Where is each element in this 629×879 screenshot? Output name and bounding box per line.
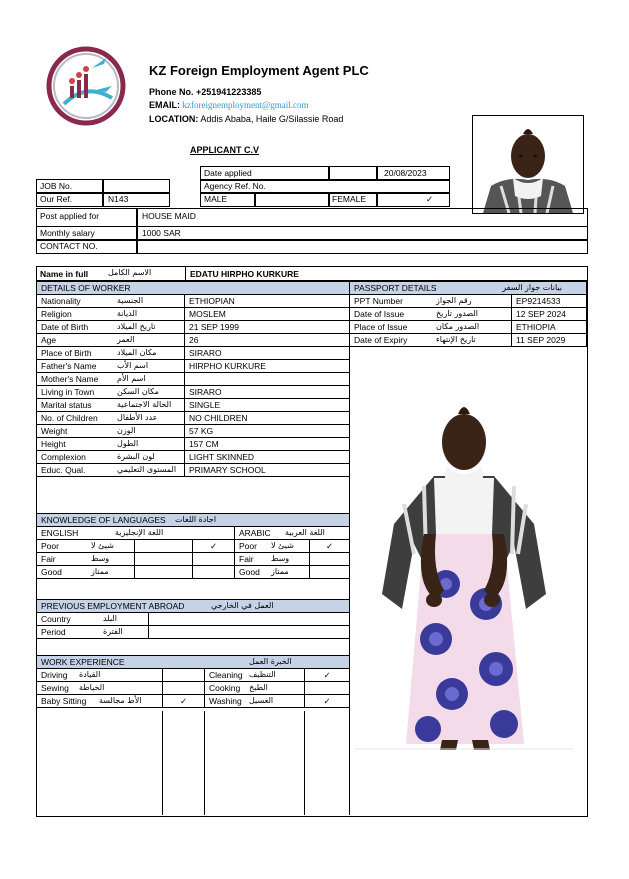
english-level-ar: ممتاز [91,567,109,576]
english-blank-cell [135,553,193,566]
passport-label: Date of Issue [354,309,405,319]
applicant-photo-small [472,115,584,214]
arabic-level-ar: ممتاز [271,567,289,576]
details-label: Age [41,335,57,345]
details-label-ar: اسم الأب [117,361,149,370]
experience-left-cell [37,682,163,695]
salary-label: Monthly salary [40,228,95,238]
phone-label: Phone No. [149,87,194,97]
details-label-cell [37,425,185,438]
english-level-ar: وسط [91,554,110,563]
arabic-level-ar: شيئ لا [271,541,294,550]
company-logo [46,46,128,126]
female-check-icon: ✓ [426,194,434,204]
passport-label-cell [350,295,512,308]
page-title: APPLICANT C.V [190,145,260,155]
details-value: NO CHILDREN [185,412,350,425]
details-label-ar: تاريخ الميلاد [117,322,156,331]
email-link[interactable]: kzforeignemployment@gmail.com [182,100,309,110]
details-label-ar: الحالة الاجتماعية [117,400,172,409]
agency-ref-label: Agency Ref. No. [204,181,266,191]
work-experience-table [36,655,350,708]
passport-header-ar: بيانات جواز السفر [502,283,563,292]
passport-label: Place of Issue [354,322,408,332]
passport-value: ETHIOPIA [512,321,587,334]
passport-label: PPT Number [354,296,403,306]
experience-right-check-icon: ✓ [305,695,350,708]
passport-label-cell [350,308,512,321]
email-line [149,101,309,110]
details-label: Living in Town [41,387,95,397]
experience-right-check-icon [305,682,350,695]
details-value: 157 CM [185,438,350,451]
male-label: MALE [204,194,228,204]
english-level-cell [37,540,135,553]
previous-header-ar: العمل في الخارجي [211,601,274,610]
post-value-cell [136,208,588,227]
experience-right-check-icon: ✓ [305,669,350,682]
details-value: SINGLE [185,399,350,412]
details-label-ar: مكان السكن [117,387,159,396]
details-label: Marital status [41,400,92,410]
experience-row [37,695,350,708]
english-level-label: Good [41,567,62,577]
details-label: No. of Children [41,413,98,423]
experience-row [37,669,350,682]
details-value: 21 SEP 1999 [185,321,350,334]
location-value: Addis Ababa, Haile G/Silassie Road [200,114,344,124]
experience-right-label: Cleaning [209,670,243,680]
details-value: HIRPHO KURKURE [185,360,350,373]
company-name: KZ Foreign Employment Agent PLC [149,63,369,78]
languages-table [36,513,350,579]
passport-label-ar: الصدور مكان [436,322,480,331]
name-value: EDATU HIRPHO KURKURE [190,269,299,279]
exp-col-line-1 [162,711,163,815]
passport-row [350,295,587,308]
female-label: FEMALE [332,194,367,204]
english-level-label: Poor [41,541,59,551]
details-value: SIRARO [185,347,350,360]
details-value: 57 KG [185,425,350,438]
experience-left-label: Driving [41,670,68,680]
passport-label: Date of Expiry [354,335,408,345]
details-label-cell [37,308,185,321]
arabic-level-cell [235,540,310,553]
previous-header-label: PREVIOUS EMPLOYMENT ABROAD [41,601,185,611]
details-label: Educ. Qual. [41,465,86,475]
details-row [37,308,350,321]
english-check-icon [193,566,235,579]
language-row [37,540,350,553]
experience-left-ar: الأط مجالسة [99,696,142,705]
details-label-cell [37,412,185,425]
details-label-cell [37,438,185,451]
experience-right-cell [205,695,305,708]
details-label-ar: اسم الأم [117,374,146,383]
details-label-ar: الديانة [117,309,138,318]
period-label: Period [41,627,66,637]
details-label-cell [37,373,185,386]
arabic-level-cell [235,566,310,579]
english-label: ENGLISH [41,528,79,538]
details-label-cell [37,334,185,347]
experience-right-ar: الغسيل [249,696,274,705]
passport-table [349,281,587,347]
date-applied-label: Date applied [204,168,252,178]
phone-value: +251941223385 [196,87,262,97]
details-value: LIGHT SKINNED [185,451,350,464]
experience-right-label: Cooking [209,683,241,693]
passport-value: 12 SEP 2024 [512,308,587,321]
experience-left-label: Baby Sitting [41,696,87,706]
details-row [37,412,350,425]
arabic-level-label: Poor [239,541,257,551]
english-blank-cell [135,540,193,553]
english-header [37,527,235,540]
details-header: DETAILS OF WORKER [37,282,350,295]
details-row [37,451,350,464]
our-ref-value: N143 [108,194,129,204]
details-table [36,281,350,477]
name-label-ar: الاسم الكامل [108,268,152,277]
experience-right-label: Washing [209,696,242,706]
passport-label-ar: الصدور تاريخ [436,309,478,318]
country-label-cell [37,613,149,626]
experience-row [37,682,350,695]
details-row [37,373,350,386]
details-row [37,438,350,451]
passport-value: EP9214533 [512,295,587,308]
details-row [37,321,350,334]
details-label-cell [37,321,185,334]
details-row [37,386,350,399]
details-label-ar: العمر [117,335,135,344]
job-no-label: JOB No. [40,181,73,191]
details-value: MOSLEM [185,308,350,321]
english-level-cell [37,553,135,566]
details-label: Religion [41,309,72,319]
details-label-ar: لون البشرة [117,452,155,461]
passport-label-ar: تاريخ الإنتهاء [436,335,476,344]
details-row [37,464,350,477]
arabic-label: ARABIC [239,528,271,538]
passport-header-label: PASSPORT DETAILS [354,283,437,293]
period-label-cell [37,626,149,639]
experience-left-check-icon: ✓ [163,695,205,708]
details-label-cell [37,464,185,477]
passport-row [350,321,587,334]
arabic-level-ar: وسط [271,554,290,563]
experience-right-cell [205,669,305,682]
period-value-cell [149,626,350,639]
our-ref-label: Our Ref. [40,194,73,204]
details-label: Father's Name [41,361,97,371]
location-label: LOCATION: [149,114,199,124]
experience-left-label: Sewing [41,683,69,693]
passport-label-ar: رقم الجواز [436,296,472,305]
language-row [37,553,350,566]
experience-left-check-icon [163,682,205,695]
phone-line [149,88,261,97]
exp-col-line-4 [349,281,350,815]
date-applied-value: 20/08/2023 [384,168,427,178]
details-label-cell [37,360,185,373]
details-row [37,347,350,360]
details-label-cell [37,386,185,399]
post-value: HOUSE MAID [142,211,196,221]
country-label: Country [41,614,71,624]
details-row [37,334,350,347]
details-label-ar: الوزن [117,426,136,435]
details-row [37,425,350,438]
details-label-ar: عدد الأطفال [117,413,158,422]
period-label-ar: الفترة [103,627,123,636]
passport-row [350,308,587,321]
passport-row [350,334,587,347]
english-level-ar: شيئ لا [91,541,114,550]
details-label: Nationality [41,296,81,306]
details-label-cell [37,451,185,464]
arabic-level-label: Fair [239,554,254,564]
details-label: Complexion [41,452,86,462]
english-label-ar: اللغة الإنجليزية [115,528,164,537]
location-line [149,115,343,124]
female-check-cell [376,192,450,207]
country-label-ar: البلد [103,614,117,623]
arabic-level-label: Good [239,567,260,577]
experience-header-ar: الخبرة العمل [249,657,292,666]
exp-col-line-3 [304,711,305,815]
experience-left-ar: الخياطة [79,683,105,692]
details-value: PRIMARY SCHOOL [185,464,350,477]
english-level-label: Fair [41,554,56,564]
experience-header-label: WORK EXPERIENCE [41,657,125,667]
applicant-photo-full [354,394,574,764]
english-level-cell [37,566,135,579]
details-row [37,399,350,412]
details-label-ar: الجنسية [117,296,144,305]
details-label-ar: المستوى التعليمي [117,465,177,474]
details-label-ar: مكان الميلاد [117,348,157,357]
languages-header-label: KNOWLEDGE OF LANGUAGES [41,515,166,525]
contact-label: CONTACT NO. [40,241,98,251]
experience-left-check-icon [163,669,205,682]
english-check-icon [193,553,235,566]
details-value: ETHIOPIAN [185,295,350,308]
experience-left-cell [37,695,163,708]
arabic-check-icon [310,566,350,579]
passport-label-cell [350,321,512,334]
languages-header-ar: اجادة اللغات [175,515,217,524]
details-label-ar: الطول [117,439,139,448]
details-row [37,360,350,373]
details-label: Place of Birth [41,348,92,358]
exp-col-line-2 [204,711,205,815]
experience-header [37,656,350,669]
arabic-check-icon [310,553,350,566]
passport-label-cell [350,334,512,347]
english-blank-cell [135,566,193,579]
previous-employment-table [36,599,350,639]
english-check-icon: ✓ [193,540,235,553]
experience-right-ar: الطبخ [249,683,268,692]
details-label-cell [37,347,185,360]
name-label: Name in full [40,269,89,279]
experience-left-ar: القيادة [79,670,101,679]
details-value [185,373,350,386]
details-label: Height [41,439,66,449]
contact-value-cell [136,239,588,254]
passport-value: 11 SEP 2029 [512,334,587,347]
post-label: Post applied for [40,211,100,221]
previous-header [37,600,350,613]
arabic-level-cell [235,553,310,566]
details-label-cell [37,295,185,308]
experience-left-cell [37,669,163,682]
passport-header [350,282,587,295]
details-label: Date of Birth [41,322,89,332]
salary-value: 1000 SAR [142,228,181,238]
arabic-check-icon: ✓ [310,540,350,553]
arabic-header [235,527,350,540]
languages-header [37,514,350,527]
details-value: SIRARO [185,386,350,399]
language-row [37,566,350,579]
details-label: Mother's Name [41,374,99,384]
details-row [37,295,350,308]
arabic-label-ar: اللغة العربية [285,528,325,537]
country-value-cell [149,613,350,626]
experience-right-cell [205,682,305,695]
details-label-cell [37,399,185,412]
details-label: Weight [41,426,68,436]
male-check-cell [254,192,330,207]
email-label: EMAIL: [149,100,180,110]
details-value: 26 [185,334,350,347]
experience-right-ar: التنظيف [249,670,276,679]
